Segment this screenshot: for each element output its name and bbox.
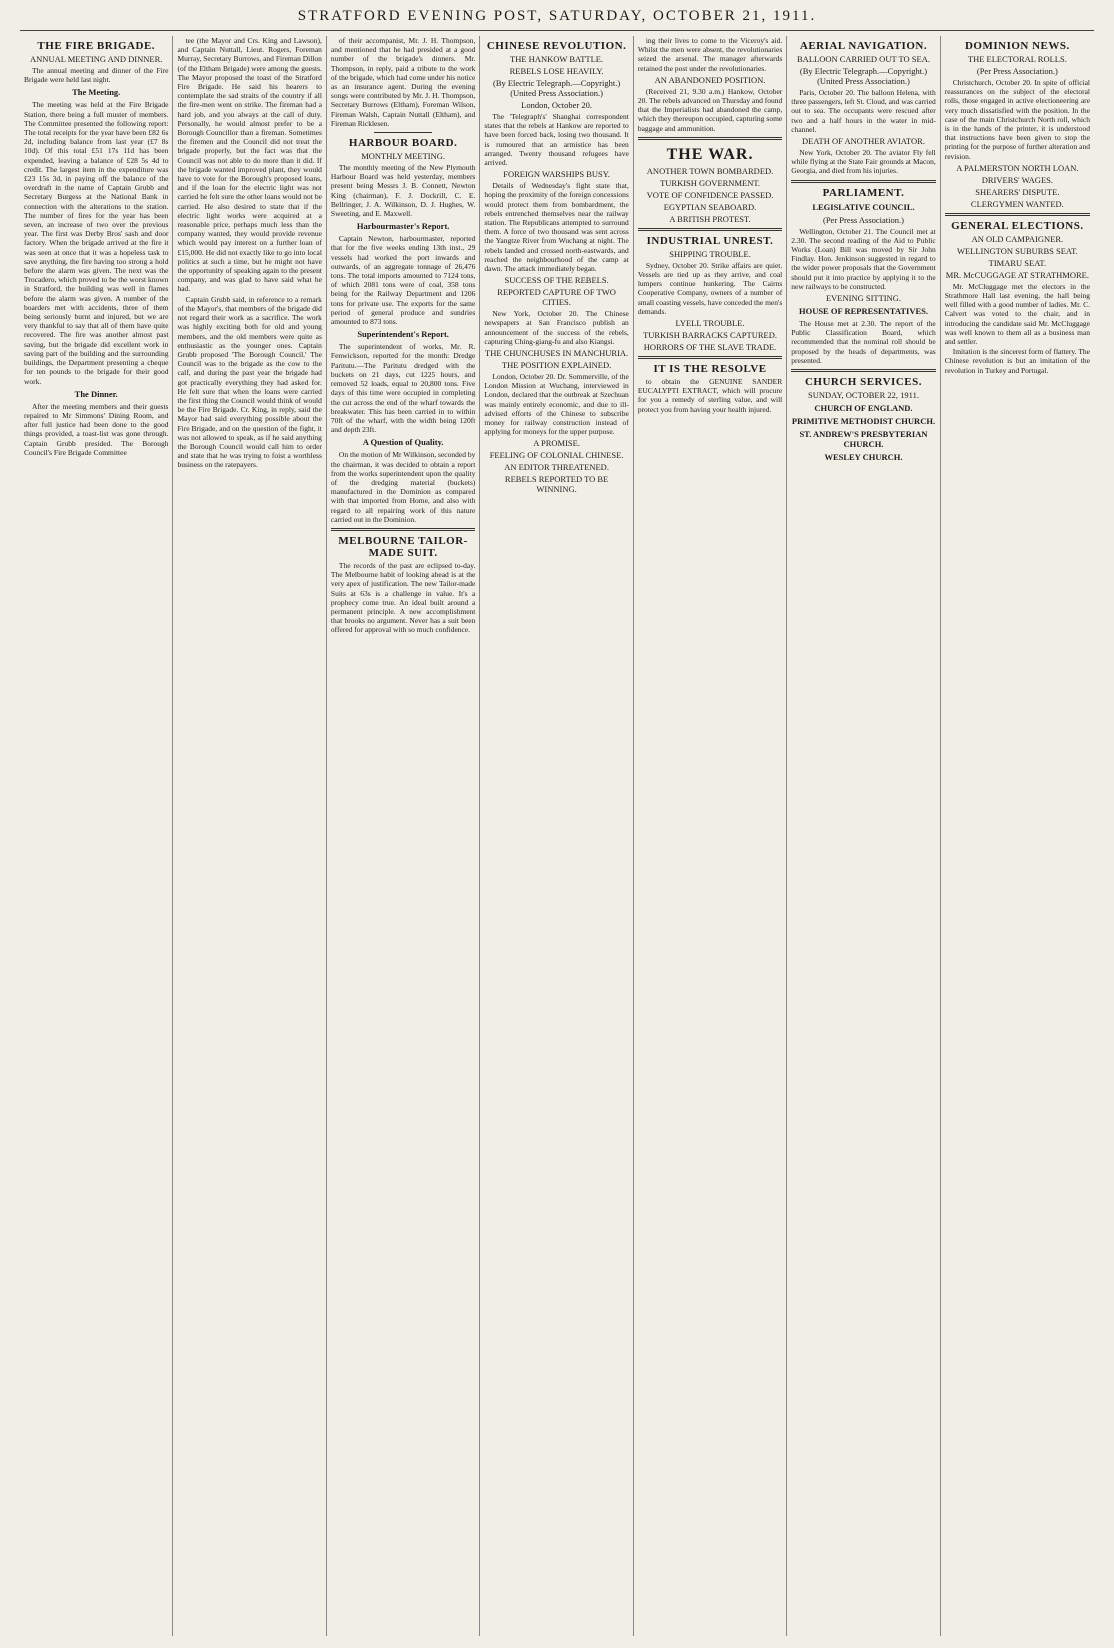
masthead: STRATFORD EVENING POST, SATURDAY, OCTOBER 21, 1911.	[297, 8, 817, 24]
headline-chinese-revolution: CHINESE REVOLUTION.	[486, 40, 627, 52]
subhead: REBELS REPORTED TO BE WINNING.	[504, 474, 609, 495]
headline-church-services: CHURCH SERVICES.	[804, 376, 922, 389]
article-body: London, October 20. Dr. Sommerville, of the London Mission at Wuchang, interviewed in London, declared that the outbreak at Szechuan was mainly entirely economic, and due to ill-advised efforts of the Chinese to subscribe money for railway construction instead of applying for moneys for the upper purpose.	[484, 372, 629, 437]
column-5	[634, 36, 787, 1636]
headline-general-elections: GENERAL ELECTIONS.	[951, 219, 1084, 232]
subhead: SHEARERS' DISPUTE.	[975, 186, 1060, 197]
column-1	[20, 36, 173, 1636]
article-body: Christchurch, October 20. In spite of official reassurances on the subject of the electoral rolls, those engaged in active electioneering are very much dissatisfied with the position. In the case of the main Christchurch North roll, which is in the hands of the printer, it is understood that instructions have been given to stop the printing for the purpose of further alteration and revision.	[944, 78, 1091, 161]
article-body: ing their lives to come to the Viceroy's aid. Whilst the men were absent, the revolutionaries seized the arsenal. The manager afterwards retained the post under the revolutionaries.	[637, 36, 783, 73]
subhead: TURKISH GOVERNMENT.	[660, 177, 761, 188]
article-body: Details of Wednesday's fight state that, hoping the proximity of the foreign concessions would protect them from bombardment, the rebels entrenched themselves near the railway station. The Republicans attempted to surround them. A force of two thousand was sent across the Yangtze River from Wuchang at night. The rebels landed and crossed north-eastwards, and reached the neighbourhood of the camp at dawn. The attack immediately began.	[484, 181, 629, 274]
article-body: Imitation is the sincerest form of flattery. The Chinese revolution is but an imitation of the revolution in Turkey and Portugal.	[944, 347, 1091, 375]
subhead: CLERGYMEN WANTED.	[970, 198, 1064, 209]
dateline: London, October 20.	[521, 100, 592, 110]
article-body: After the meeting members and their guests repaired to Mr Simmons' Dining Room, and after full justice had been done to the good things provided, a toast-list was gone through. Captain Grubb presided. The Borough Council's Fire Brigade Committee	[24, 401, 169, 457]
newspaper-columns	[20, 36, 1094, 1636]
article-body: The meeting was held at the Fire Brigade Station, there being a full muster of members. The Committee presented the following report: The total receipts for the year have been £82 6s 2d, including balance from last year (£7 8s 10d). Of this total £51 17s 11d has been expended, leaving a balance of £28 5s 4d to credit. The largest item in the expenditure was £23 15s 3d, in paying off the balance of the overdraft in the name of Captain Grubb and Secretary Burgess at the National Bank in connection with the alterations to the station. The number of fires for the year has been seven, an increase of two over the previous year. The first was Derby Bros' sash and door factory. When the brigade arrived at the fire it was seen at once that it was a hopeless task to save anything, the fire having too strong a hold before the alarm was given. The next was the Trocadero, which proved to be the worst known in Stratford, the building was well in flames before the alarm was given. A number of the boarders met with accidents, three of them being seriously burnt and injured, but we are very thankful to say that all of them have quite recovered. The fire was another almost past saving, but the brigade did excellent work in saving part of the building and the surrounding buildings, the Department presenting a cheque for ten pounds to the brigade for their good work.	[24, 100, 169, 386]
subhead: VOTE OF CONFIDENCE PASSED.	[646, 189, 774, 200]
headline-industrial-unrest: INDUSTRIAL UNREST.	[646, 234, 774, 247]
divider	[331, 528, 475, 531]
headline-fire-brigade: THE FIRE BRIGADE.	[37, 40, 156, 52]
subhead: CHURCH OF ENGLAND.	[814, 403, 913, 414]
credit-line: (By Electric Telegraph.—Copyright.) (United Press Association.)	[492, 78, 621, 98]
subhead: FOREIGN WARSHIPS BUSY.	[503, 169, 610, 180]
headline-dominion-news: DOMINION NEWS.	[964, 40, 1070, 52]
divider	[638, 356, 782, 359]
divider	[791, 180, 935, 183]
subhead: HOUSE OF REPRESENTATIVES.	[798, 306, 928, 317]
subhead: THE CHUNCHUSES IN MANCHURIA.	[485, 348, 629, 359]
article-body: The superintendent of works, Mr. R. Fenwickson, reported for the month: Dredge Paritutu.—The Paritutu dredged with the buckets on 21 days, cut 1225 hours, and removed 52 loads, equal to 20,800 tons. Five days of this time were occupied in completing the cut across the end of the wharf towards the breakwater. This has been carried in to within 70ft of the wharf, with the width being 120ft and depth 23ft.	[330, 342, 476, 435]
subhead: EVENING SITTING.	[825, 293, 902, 304]
article-body: New York, October 20. The aviator Fly fell while flying at the State Fair grounds at Macon, Georgia, and died from his injuries.	[791, 148, 936, 176]
subhead: SUCCESS OF THE REBELS.	[504, 275, 609, 286]
article-body: The records of the past are eclipsed to-day. The Melbourne habit of looking ahead is at the very apex of justification. The new Tailor-made Suits at 63s is a challenge in value. It's a prophecy come true. An ideal built around a permanent principle. A new accomplishment that brooks no argument. Never has a suit been offered for approval with so much confidence.	[330, 560, 476, 635]
article-body: New York, October 20. The Chinese newspapers at San Francisco publish an announcement of the success of the rebels, capturing Ching-giang-fu and also Kiangsi.	[484, 309, 629, 346]
subhead: REBELS LOSE HEAVILY.	[509, 66, 604, 76]
column-2	[173, 36, 326, 1636]
section-the-dinner: The Dinner.	[74, 388, 118, 399]
subhead: DEATH OF ANOTHER AVIATOR.	[802, 136, 925, 147]
subhead: FEELING OF COLONIAL CHINESE.	[489, 450, 624, 461]
subhead: LYELL TROUBLE.	[675, 318, 745, 329]
article-body: Captain Newton, harbourmaster, reported that for the five weeks ending 13th inst., 29 vessels had worked the port inwards and outwards, of an aggregate tonnage of 26,476 tons. The total imports amounted to 7124 tons, of which 2081 tons were of coal, 358 tons being for the Railway Department and 1206 tons for private use. The exports for the same period of general produce and sundries amounted to 873 tons.	[330, 234, 476, 327]
column-4	[480, 36, 633, 1636]
credit-line: (Per Press Association.)	[823, 214, 904, 225]
credit-line: (By Electric Telegraph.—Copyright.) (United Press Association.)	[799, 66, 928, 86]
subhead: ST. ANDREW'S PRESBYTERIAN CHURCH.	[799, 429, 928, 450]
subhead: WELLINGTON SUBURBS SEAT.	[956, 245, 1078, 256]
subhead: THE POSITION EXPLAINED.	[501, 360, 612, 371]
subhead: AN ABANDONED POSITION.	[654, 74, 766, 85]
subhead: TIMARU SEAT.	[988, 257, 1047, 268]
headline-the-war: THE WAR.	[666, 145, 754, 163]
subhead: HORRORS OF THE SLAVE TRADE.	[643, 342, 777, 353]
subhead: ANOTHER TOWN BOMBARDED.	[646, 165, 774, 176]
subhead-monthly-meeting: MONTHLY MEETING.	[361, 151, 446, 162]
divider	[791, 369, 935, 372]
headline-tailor-made-suit: MELBOURNE TAILOR-MADE SUIT.	[338, 534, 468, 559]
section-harbourmaster-report: Harbourmaster's Report.	[356, 221, 450, 232]
article-body: On the motion of Mr Wilkinson, seconded by the chairman, it was decided to obtain a report from the works superintendent upon the quality of the dredging material (buckets) manufactured in the Dominion as compared with that imported from Home, and also with regard to all repairing work of this nature carried out in the Dominion.	[330, 450, 476, 524]
subhead-annual-meeting: ANNUAL MEETING AND DINNER.	[30, 54, 163, 64]
divider	[945, 213, 1090, 216]
subhead: THE HANKOW BATTLE.	[510, 54, 604, 64]
divider	[638, 228, 782, 231]
subhead: TURKISH BARRACKS CAPTURED.	[643, 330, 777, 341]
subhead: EGYPTIAN SEABOARD.	[663, 201, 757, 212]
article-body: The monthly meeting of the New Plymouth Harbour Board was held yesterday, members present being Messrs J. B. Connett, Newton King (chairman), F. J. Dockrill, C. E. Bellringer, J. A. Wilkinson, D. J. Hughes, W. Sweeting, and E. Maxwell.	[330, 163, 476, 219]
subhead: LEGISLATIVE COUNCIL.	[812, 201, 915, 212]
credit-line: (Per Press Association.)	[976, 66, 1058, 76]
article-body: Wellington, October 21. The Council met at 2.30. The second reading of the Aid to Public Works (Loan) Bill was moved by Sir John Findlay. Hon. Jenkinson suggested in regard to the wider power proposals that the Government should put it into practice by applying it to the new railways to be constructed.	[791, 226, 936, 291]
subhead: WESLEY CHURCH.	[824, 452, 903, 463]
headline-parliament: PARLIAMENT.	[822, 186, 905, 199]
article-body: Paris, October 20. The balloon Helena, with three passengers, left St. Cloud, and was carried out to sea. The occupants were rescued after two and a half hours in the water in mid-channel.	[791, 88, 936, 134]
article-body: (Received 21, 9.30 a.m.) Hankow, October 20. The rebels advanced on Thursday and found that the Imperialists had abandoned the camp, which they thereupon occupied, capturing some baggage and ammunition.	[637, 86, 783, 133]
headline-harbour-board: HARBOUR BOARD.	[348, 137, 458, 150]
subhead: AN EDITOR THREATENED.	[504, 462, 609, 473]
subhead: A PALMERSTON NORTH LOAN.	[956, 162, 1079, 173]
subhead: PRIMITIVE METHODIST CHURCH.	[791, 416, 936, 427]
column-3	[327, 36, 480, 1636]
article-body: The 'Telegraph's' Shanghai correspondent states that the rebels at Hankow are reported to have been forced back, losing two thousand. It is rumoured that an armistice has been arranged. Twenty thousand refugees have arrived.	[484, 112, 629, 168]
article-body: Mr. McCluggage met the electors in the Strathmore Hall last evening, the hall being well filled with a good number of ladies. Mr. C. Calvert was voted to the chair, and in introducing the candidate said Mr. McCluggage was well known to them all as a business man and settler.	[944, 281, 1091, 347]
article-body: of their accompanist, Mr. J. H. Thompson, and mentioned that he had presided at a good number of the brigade's dinners. Mr. Thompson, in reply, paid a tribute to the work of the brigade, which had come under his notice as an insurance agent. During the evening songs were contributed by Mr. J. H. Thompson, Secretary Burrows (Eltham), Foreman Wilson, Fireman Walsh, Captain Nuttall (Eltham), and Fireman Ricklesen.	[330, 36, 476, 128]
article-body: The House met at 2.30. The report of the Public Classification Board, which recommended that the nominal roll should be proposed by the heads of departments, was presented.	[791, 319, 936, 365]
masthead-rule	[20, 30, 1094, 31]
divider	[638, 137, 782, 140]
subhead: SUNDAY, OCTOBER 22, 1911.	[807, 390, 919, 401]
column-6	[787, 36, 940, 1636]
section-question-of-quality: A Question of Quality.	[362, 437, 444, 448]
advert-body: to obtain the GENUINE SANDER EUCALYPTI EXTRACT, which will procure for you a remedy of sterling value, and will protect you from having your health injured.	[637, 377, 783, 414]
column-7	[941, 36, 1094, 1636]
subhead: BALLOON CARRIED OUT TO SEA.	[797, 54, 930, 64]
article-body: Captain Grubb said, in reference to a remark of the Mayor's, that members of the brigade did not regard their work as a sacrifice. The work was highly exciting both for old and young members, and the old members were quite as enthusiastic as the younger ones. Captain Grubb proposed 'The Borough Council.' The Council was to the brigade as the cow to the calf, and during the past year the brigade had got practically everything they had asked for. He felt sure that when the loans were carried the first thing the Council would think of would be the Fire Brigade. Cr. King, in reply, said the Mayor had said everything possible about the Fire Brigade, and on the question of the fight, it was not allowed to speak, as if he said anything the Borough Council would call him to order and state that he was trying to foist a worthless business on the ratepayers.	[177, 294, 322, 470]
article-body: Sydney, October 20. Strike affairs are quiet. Vessels are tied up as they arrive, and coal lumpers continue hunkering. The Cairns Cooperative Company, owners of a number of small coasting vessels, have conceded the men's demands.	[637, 260, 783, 316]
subhead: REPORTED CAPTURE OF TWO CITIES.	[497, 287, 616, 308]
divider	[374, 132, 432, 133]
subhead: THE ELECTORAL ROLLS.	[967, 54, 1067, 64]
article-body: tee (the Mayor and Crs. King and Lawson), and Captain Nuttall, Lieut. Rogers, Foreman Murray, Secretary Burrows, and Fireman Dillon (of the Eltham Brigade) were among the guests. The Mayor proposed the toast of the Stratford Fire Brigade. He said his hearers to contemplate the sad straits of the country if all the fire-men went on strike. The fireman had a hard job, and you always at the call of duty. Personally, he would almost prefer to be a Borough Councillor than a fireman. Sometimes the firemen and the Council did not treat the brigade properly, but the fact was that the Council was not able to do more than it did. If the brigade wanted improved plant, they would have to vote for the Borough's proposed loans, and if the loan for the electric light was not carried he felt sure the other loans would not be carried. He also desired to state that if the electric light works were acquired at a reasonable price, perhaps much less than the company wanted, they would provide revenue which would pay interest on a further loan of £15,000. He did not exactly like to go into local politics at such a time, but he might not have the opportunity of speaking again to the present company, and was glad to have said what he had.	[177, 36, 322, 294]
subhead: A BRITISH PROTEST.	[669, 213, 751, 224]
article-intro: The annual meeting and dinner of the Fire Brigade were held last night.	[24, 66, 169, 85]
section-the-meeting: The Meeting.	[72, 87, 121, 98]
section-superintendent-report: Superintendent's Report.	[357, 329, 449, 340]
headline-advert: IT IS THE RESOLVE	[653, 363, 767, 376]
subhead: AN OLD CAMPAIGNER.	[971, 233, 1064, 244]
headline-aerial-navigation: AERIAL NAVIGATION.	[799, 40, 928, 52]
subhead: MR. McCUGGAGE AT STRATHMORE.	[945, 269, 1089, 280]
subhead: A PROMISE.	[533, 438, 580, 449]
subhead: DRIVERS' WAGES.	[981, 174, 1053, 185]
subhead: SHIPPING TROUBLE.	[669, 248, 751, 259]
